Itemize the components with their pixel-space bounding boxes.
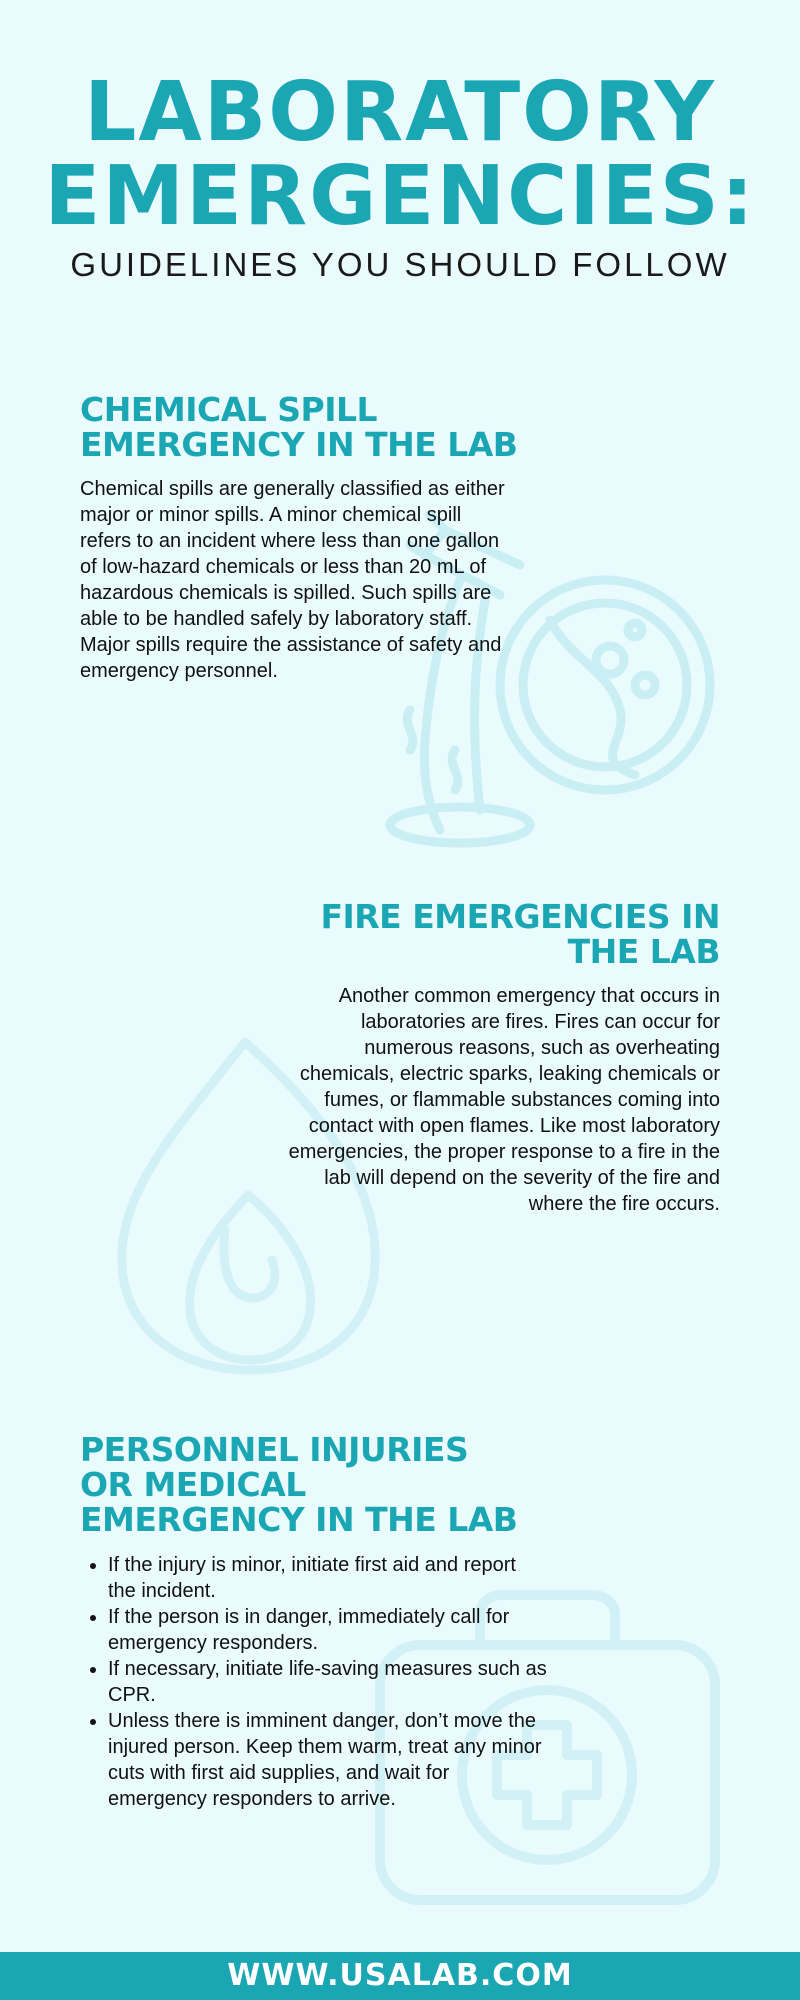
chemical-spill-heading: CHEMICAL SPILL EMERGENCY IN THE LAB (80, 390, 518, 464)
list-item: • If the person is in danger, immediately call for emergency responders. (108, 1604, 548, 1656)
title-line-2: EMERGENCIES: (44, 149, 756, 244)
fire-emergencies-body: Another common emergency that occurs in laboratories are fires. Fires can occur for numerous reasons, such as overheating chemicals, electric sparks, leaking chemicals or fumes, or flammable substances coming into contact with open flames. Like most laboratory emergencies, the proper response to a fire in the lab will depend on the severity of the fire and where the fire occurs. (288, 985, 720, 1215)
list-item: • If the injury is minor, initiate first aid and report the incident. (108, 1552, 548, 1604)
medical-emergency-list (80, 1552, 548, 1812)
chemical-spill-body: Chemical spills are generally classified as either major or minor spills. A minor chemical spill refers to an incident where less than one gallon of low-hazard chemicals or less than 20 mL of hazardous chemicals is spilled. Such spills are able to be handled safely by laboratory staff. Major spills require the assistance of safety and emergency personnel. (80, 478, 505, 682)
title-line-1: LABORATORY (84, 65, 716, 160)
medical-emergency-heading: PERSONNEL INJURIES OR MEDICAL EMERGENCY IN THE LAB (80, 1430, 518, 1539)
list-item: • Unless there is imminent danger, don’t move the injured person. Keep them warm, treat any minor cuts with first aid supplies, and wait for emergency responders to arrive. (108, 1708, 548, 1812)
fire-emergencies-heading: FIRE EMERGENCIES IN THE LAB (320, 897, 720, 971)
footer-website-link[interactable]: WWW.USALAB.COM (0, 1952, 800, 2000)
subtitle: GUIDELINES YOU SHOULD FOLLOW (70, 246, 730, 283)
list-item: • If necessary, initiate life-saving measures such as CPR. (108, 1656, 548, 1708)
